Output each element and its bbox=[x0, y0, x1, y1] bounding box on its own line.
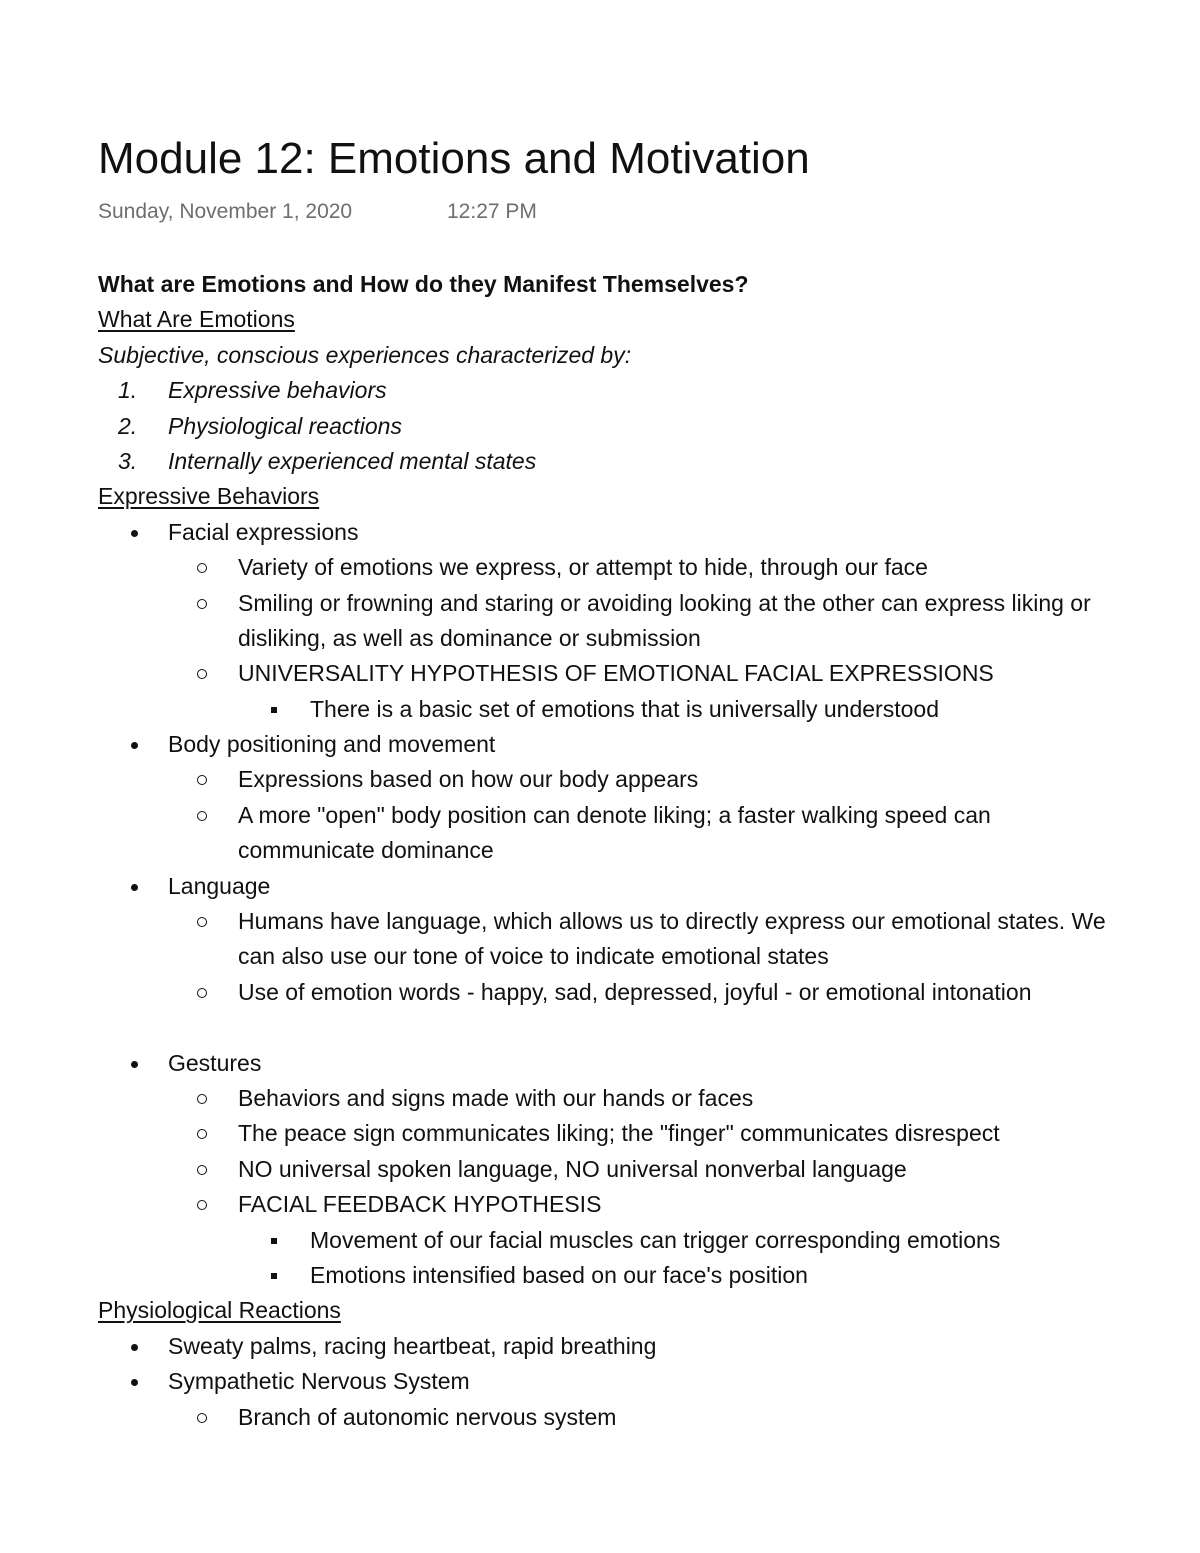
bullet-text: Sympathetic Nervous System bbox=[168, 1368, 470, 1395]
sub-bullet-text: FACIAL FEEDBACK HYPOTHESIS bbox=[238, 1191, 602, 1218]
item-number: 2. bbox=[118, 412, 138, 439]
sub-bullet-item bbox=[98, 798, 1128, 869]
bullet-dot-icon bbox=[131, 1344, 138, 1351]
note-date: Sunday, November 1, 2020 bbox=[98, 200, 353, 223]
section-header-expressive-behaviors: Expressive Behaviors bbox=[98, 483, 320, 510]
item-text: Internally experienced mental states bbox=[168, 447, 537, 474]
bullet-circle-icon bbox=[197, 563, 207, 573]
sub-bullet-item bbox=[98, 550, 1128, 585]
bullet-circle-icon bbox=[197, 775, 207, 785]
sub-bullet-item bbox=[98, 1187, 1128, 1222]
sub-bullet-item bbox=[98, 586, 1128, 657]
sub-bullet-text: Variety of emotions we express, or attempt to hide, through our face bbox=[238, 554, 928, 581]
note-time: 12:27 PM bbox=[447, 200, 537, 223]
note-body bbox=[98, 267, 1128, 1435]
sub-bullet-text: Branch of autonomic nervous system bbox=[238, 1403, 617, 1430]
sub-bullet-text: Behaviors and signs made with our hands or faces bbox=[238, 1085, 754, 1112]
sub-bullet-item bbox=[98, 1116, 1128, 1151]
bullet-circle-icon bbox=[197, 599, 207, 609]
definition-intro: Subjective, conscious experiences characterized by: bbox=[98, 341, 632, 368]
bullet-square-icon bbox=[271, 1238, 277, 1244]
sub-sub-bullet-text: Movement of our facial muscles can trigger corresponding emotions bbox=[310, 1226, 1001, 1253]
bullet-circle-icon bbox=[197, 988, 207, 998]
bullet-dot-icon bbox=[131, 742, 138, 749]
numbered-item bbox=[98, 373, 1128, 408]
numbered-item bbox=[98, 444, 1128, 479]
sub-bullet-item bbox=[98, 1400, 1128, 1435]
bullet-text: Facial expressions bbox=[168, 518, 359, 545]
bullet-circle-icon bbox=[197, 1165, 207, 1175]
bullet-text: Gestures bbox=[168, 1049, 262, 1076]
sub-sub-bullet-text: There is a basic set of emotions that is universally understood bbox=[310, 695, 939, 722]
item-number: 3. bbox=[118, 447, 138, 474]
sub-sub-bullet-text: Emotions intensified based on our face's position bbox=[310, 1262, 808, 1288]
sub-sub-bullet-item bbox=[98, 1223, 1128, 1258]
bullet-text: Sweaty palms, racing heartbeat, rapid breathing bbox=[168, 1332, 657, 1359]
bullet-text: Body positioning and movement bbox=[168, 731, 496, 758]
sub-bullet-text: UNIVERSALITY HYPOTHESIS OF EMOTIONAL FACIAL EXPRESSIONS bbox=[238, 660, 994, 687]
bullet-item bbox=[98, 727, 1128, 762]
bullet-square-icon bbox=[271, 707, 277, 713]
sub-bullet-text: The peace sign communicates liking; the "finger" communicates disrespect bbox=[238, 1120, 1000, 1147]
bullet-circle-icon bbox=[197, 1129, 207, 1139]
bullet-circle-icon bbox=[197, 1413, 207, 1423]
bullet-square-icon bbox=[271, 1273, 277, 1279]
bullet-circle-icon bbox=[197, 669, 207, 679]
main-heading: What are Emotions and How do they Manifest Themselves? bbox=[98, 271, 749, 297]
sub-sub-bullet-item bbox=[98, 692, 1128, 727]
sub-bullet-text: A more "open" body position can denote liking; a faster walking speed can communicate dominance bbox=[238, 801, 991, 864]
sub-bullet-item bbox=[98, 1081, 1128, 1116]
sub-bullet-item bbox=[98, 904, 1128, 975]
bullet-dot-icon bbox=[131, 884, 138, 891]
bullet-item bbox=[98, 1329, 1128, 1364]
page-title: Module 12: Emotions and Motivation bbox=[98, 134, 810, 183]
sub-bullet-item bbox=[98, 975, 1128, 1046]
item-text: Expressive behaviors bbox=[168, 377, 387, 404]
bullet-item bbox=[98, 515, 1128, 550]
sub-bullet-item bbox=[98, 762, 1128, 797]
bullet-item bbox=[98, 1364, 1128, 1399]
section-header-what-are-emotions: What Are Emotions bbox=[98, 306, 295, 333]
item-number: 1. bbox=[118, 377, 138, 404]
sub-sub-bullet-item bbox=[98, 1258, 1128, 1293]
bullet-item bbox=[98, 869, 1128, 904]
sub-bullet-text: Use of emotion words - happy, sad, depressed, joyful - or emotional intonation bbox=[238, 978, 1032, 1005]
bullet-circle-icon bbox=[197, 1094, 207, 1104]
bullet-circle-icon bbox=[197, 917, 207, 927]
bullet-dot-icon bbox=[131, 1061, 138, 1068]
sub-bullet-item bbox=[98, 1152, 1128, 1187]
section-header-physiological-reactions: Physiological Reactions bbox=[98, 1297, 341, 1324]
bullet-item bbox=[98, 1046, 1128, 1081]
bullet-circle-icon bbox=[197, 1200, 207, 1210]
item-text: Physiological reactions bbox=[168, 412, 402, 439]
bullet-dot-icon bbox=[131, 1379, 138, 1386]
bullet-dot-icon bbox=[131, 530, 138, 537]
sub-bullet-item bbox=[98, 656, 1128, 691]
bullet-text: Language bbox=[168, 872, 271, 899]
numbered-item bbox=[98, 409, 1128, 444]
sub-bullet-text: Humans have language, which allows us to directly express our emotional states. We can also use our tone of voice to indicate emotional states bbox=[238, 908, 1106, 970]
sub-bullet-text: NO universal spoken language, NO universal nonverbal language bbox=[238, 1155, 907, 1182]
sub-bullet-text: Expressions based on how our body appears bbox=[238, 766, 699, 793]
sub-bullet-text: Smiling or frowning and staring or avoiding looking at the other can express liking or disliking, as well as dominance or submission bbox=[238, 589, 1091, 651]
bullet-circle-icon bbox=[197, 811, 207, 821]
